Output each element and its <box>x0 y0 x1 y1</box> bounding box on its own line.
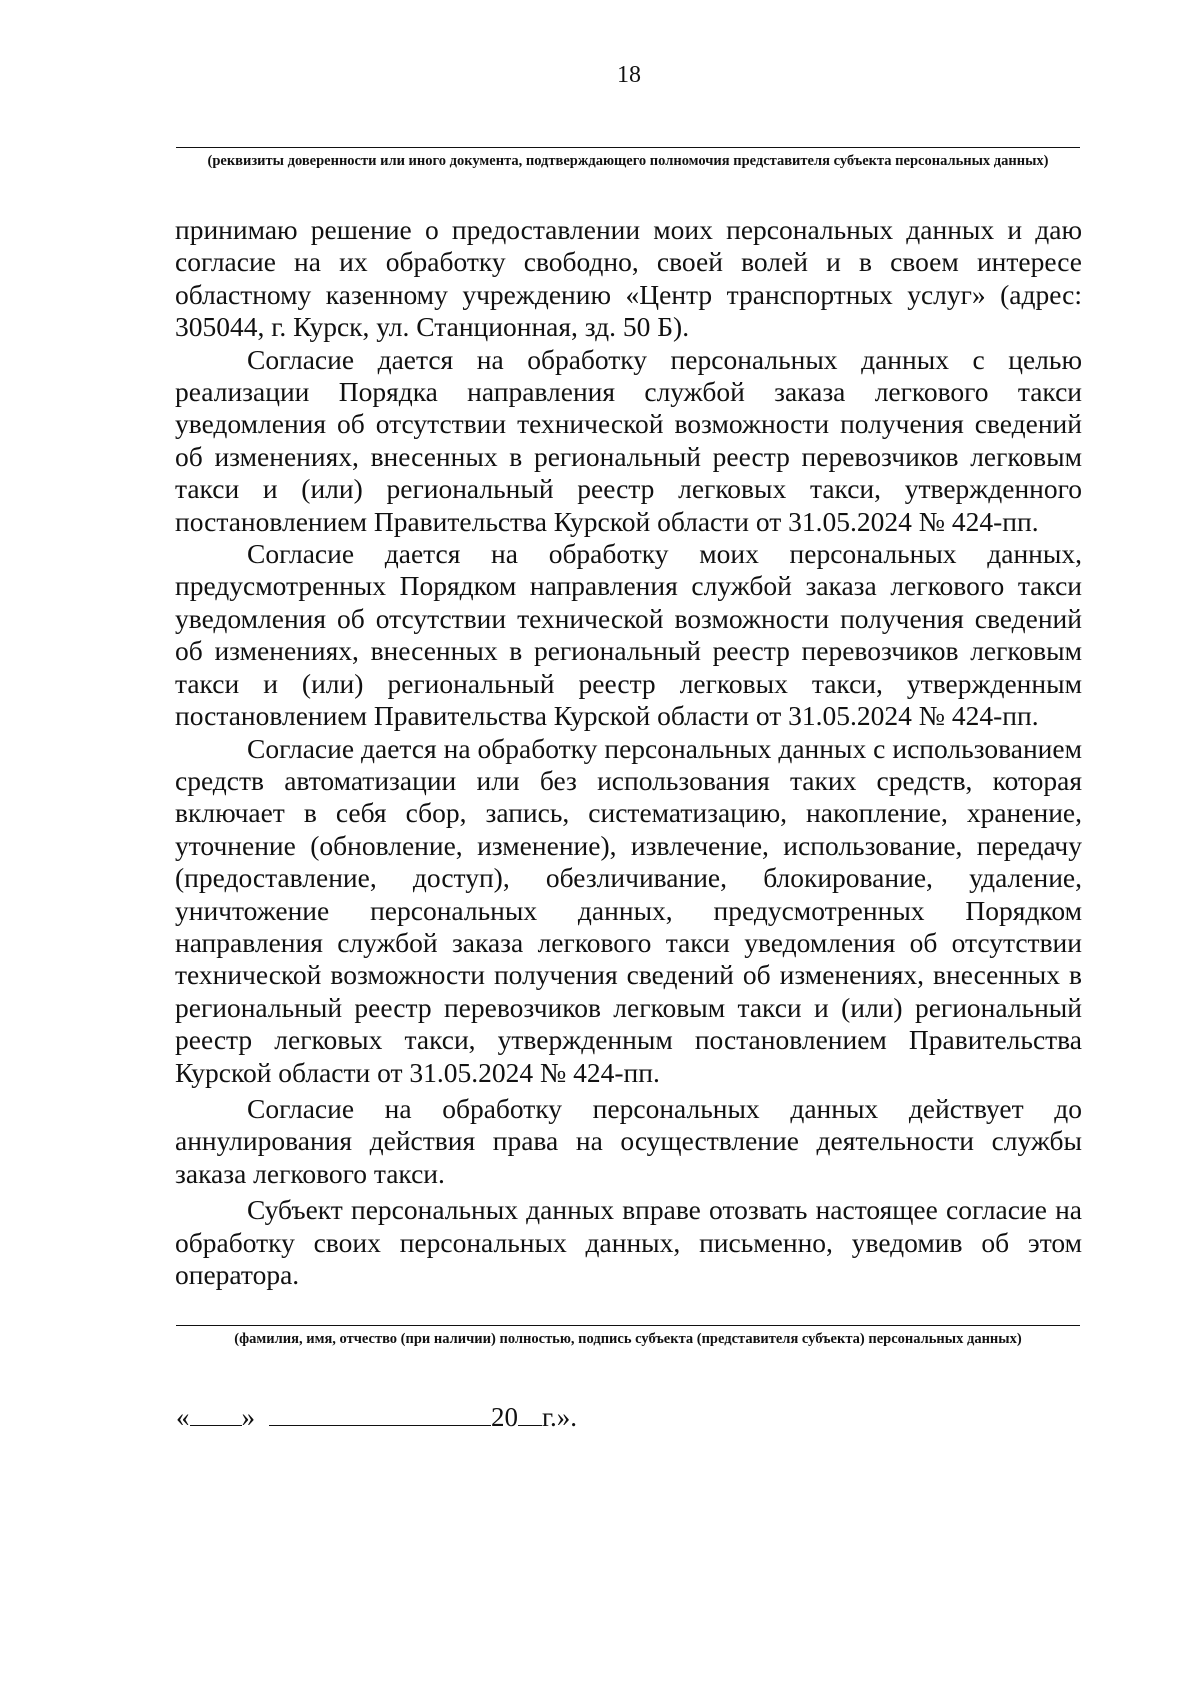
paragraph-processing-methods: Согласие дается на обработку персональных данных с использованием средств автоматизации или без использования таких средств, которая включает в себя сбор, запись, систематизацию, накопление, хранение, уточнение (обновление, изменение), извлечение, использование, передачу (предоставление, доступ), обезличивание, блокирование, удаление, уничтожение персональных данных, предусмотренных Порядком направления службой заказа легкового такси уведомления об отсутствии технической возможности получения сведений об изменениях, внесенных в региональный реестр перевозчиков легковым такси и (или) региональный реестр легковых такси, утвержденным постановлением Правительства Курской области от 31.05.2024 № 424-пп. <box>175 732 1082 1088</box>
paragraph-validity: Согласие на обработку персональных данных действует до аннулирования действия права на осуществление деятельности службы заказа легкового такси. <box>175 1092 1082 1189</box>
date-open-quote: « <box>176 1402 190 1432</box>
day-blank <box>190 1403 242 1426</box>
signature-field <box>176 1325 1080 1349</box>
consent-body <box>175 214 1082 1291</box>
representative-authority-field <box>176 147 1080 171</box>
signature-line <box>176 1325 1080 1326</box>
page-number: 18 <box>617 62 641 88</box>
year-suffix: г.». <box>542 1402 578 1432</box>
representative-authority-caption: (реквизиты доверенности или иного документа, подтверждающего полномочия представителя субъекта персональных данных) <box>207 153 1049 169</box>
date-close-quote: » <box>241 1402 255 1432</box>
year-prefix: 20 <box>491 1402 518 1432</box>
month-blank <box>269 1403 491 1426</box>
year-blank <box>518 1403 542 1426</box>
date-line <box>176 1402 577 1433</box>
paragraph-scope: Согласие дается на обработку моих персональных данных, предусмотренных Порядком направления службой заказа легкового такси уведомления об отсутствии технической возможности получения сведений об изменениях, внесенных в региональный реестр перевозчиков легковым такси и (или) региональный реестр легковых такси, утвержденным постановлением Правительства Курской области от 31.05.2024 № 424-пп. <box>175 538 1082 732</box>
paragraph-revocation: Субъект персональных данных вправе отозвать настоящее согласие на обработку своих персональных данных, письменно, уведомив об этом оператора. <box>175 1194 1082 1290</box>
paragraph-decision: принимаю решение о предоставлении моих персональных данных и даю согласие на их обработку свободно, своей волей и в своем интересе областному казенному учреждению «Центр транспортных услуг» (адрес: 305044, г. Курск, ул. Станционная, зд. 50 Б). <box>175 214 1082 343</box>
paragraph-purpose: Согласие дается на обработку персональных данных с целью реализации Порядка направления службой заказа легкового такси уведомления об отсутствии технической возможности получения сведений об изменениях, внесенных в региональный реестр перевозчиков легковым такси и (или) региональный реестр легковых такси, утвержденного постановлением Правительства Курской области от 31.05.2024 № 424-пп. <box>175 343 1082 537</box>
signature-caption: (фамилия, имя, отчество (при наличии) полностью, подпись субъекта (представителя субъекта) персональных данных) <box>234 1331 1022 1347</box>
representative-authority-line <box>176 147 1080 148</box>
